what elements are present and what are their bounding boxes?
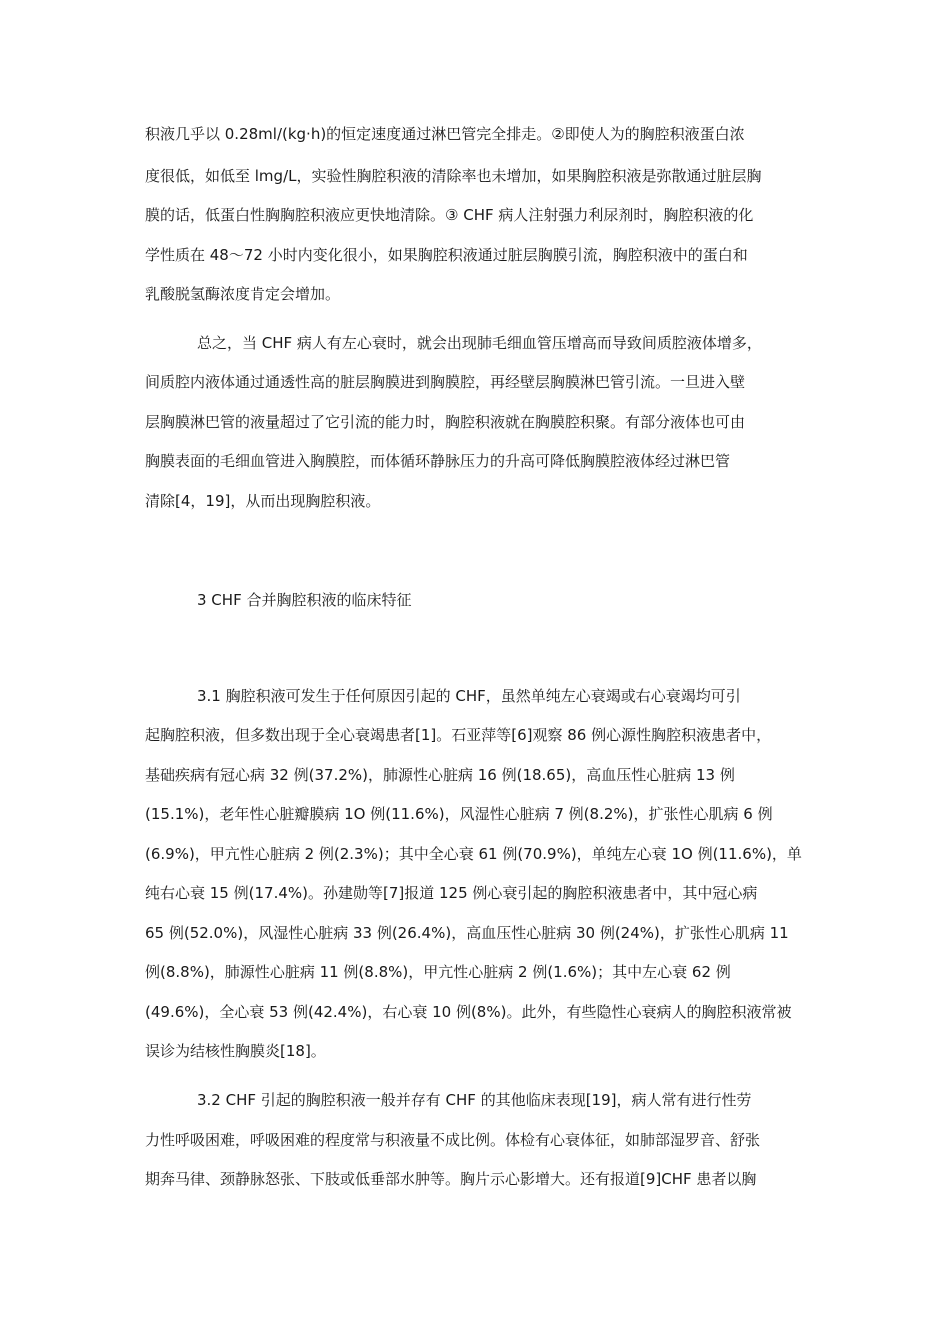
text-line: 力性呼吸困难，呼吸困难的程度常与积液量不成比例。体检有心衰体征，如肺部湿罗音、舒张: [145, 1131, 761, 1149]
text-line: 胸膜表面的毛细血管进入胸膜腔，而体循环静脉压力的升高可降低胸膜腔液体经过淋巴管: [145, 452, 731, 470]
section-title: 3 CHF 合并胸腔积液的临床特征: [197, 591, 412, 609]
text-line: 期奔马律、颈静脉怒张、下肢或低垂部水肿等。胸片示心影增大。还有报道[9]CHF 患者以胸: [145, 1170, 757, 1188]
text-line: 纯右心衰 15 例(17.4%)。孙建勋等[7]报道 125 例心衰引起的胸腔积液患者中，其中冠心病: [145, 884, 758, 902]
text-line: 例(8.8%)，肺源性心脏病 11 例(8.8%)，甲亢性心脏病 2 例(1.6%)；其中左心衰 62 例: [145, 963, 731, 981]
text-line: 层胸膜淋巴管的液量超过了它引流的能力时，胸腔积液就在胸膜腔积聚。有部分液体也可由: [145, 413, 746, 431]
text-line: 积液几乎以 0.28ml/(kg·h)的恒定速度通过淋巴管完全排走。②即使人为的胸腔积液蛋白浓: [145, 125, 745, 143]
text-line: 学性质在 48～72 小时内变化很小，如果胸腔积液通过脏层胸膜引流，胸腔积液中的蛋白和: [145, 246, 748, 264]
text-line: 乳酸脱氢酶浓度肯定会增加。: [145, 285, 341, 303]
text-line: 65 例(52.0%)，风湿性心脏病 33 例(26.4%)，高血压性心脏病 30 例(24%)，扩张性心肌病 11: [145, 924, 789, 942]
text-line: 清除[4，19]，从而出现胸腔积液。: [145, 492, 381, 510]
text-line: (15.1%)，老年性心脏瓣膜病 1O 例(11.6%)，风湿性心脏病 7 例(8.2%)，扩张性心肌病 6 例: [145, 805, 773, 823]
text-line: 间质腔内液体通过通透性高的脏层胸膜进到胸膜腔，再经壁层胸膜淋巴管引流。一旦进入壁: [145, 373, 746, 391]
text-line: (49.6%)，全心衰 53 例(42.4%)，右心衰 10 例(8%)。此外，有些隐性心衰病人的胸腔积液常被: [145, 1003, 792, 1021]
text-line: 3.1 胸腔积液可发生于任何原因引起的 CHF，虽然单纯左心衰竭或右心衰竭均可引: [197, 687, 741, 705]
text-line: 总之，当 CHF 病人有左心衰时，就会出现肺毛细血管压增高而导致间质腔液体增多，: [197, 334, 762, 352]
text-line: (6.9%)，甲亢性心脏病 2 例(2.3%)；其中全心衰 61 例(70.9%)，单纯左心衰 1O 例(11.6%)，单: [145, 845, 802, 863]
text-line: 误诊为结核性胸膜炎[18]。: [145, 1042, 326, 1060]
text-line: 3.2 CHF 引起的胸腔积液一般并存有 CHF 的其他临床表现[19]，病人常有进行性劳: [197, 1091, 752, 1109]
text-line: 膜的话，低蛋白性胸胸腔积液应更快地清除。③ CHF 病人注射强力利尿剂时，胸腔积液的化: [145, 206, 754, 224]
text-line: 度很低，如低至 lmg/L，实验性胸腔积液的清除率也未增加，如果胸腔积液是弥散通过脏层胸: [145, 167, 762, 185]
text-line: 起胸腔积液，但多数出现于全心衰竭患者[1]。石亚萍等[6]观察 86 例心源性胸腔积液患者中，: [145, 726, 772, 744]
text-line: 基础疾病有冠心病 32 例(37.2%)，肺源性心脏病 16 例(18.65)，高血压性心脏病 13 例: [145, 766, 735, 784]
